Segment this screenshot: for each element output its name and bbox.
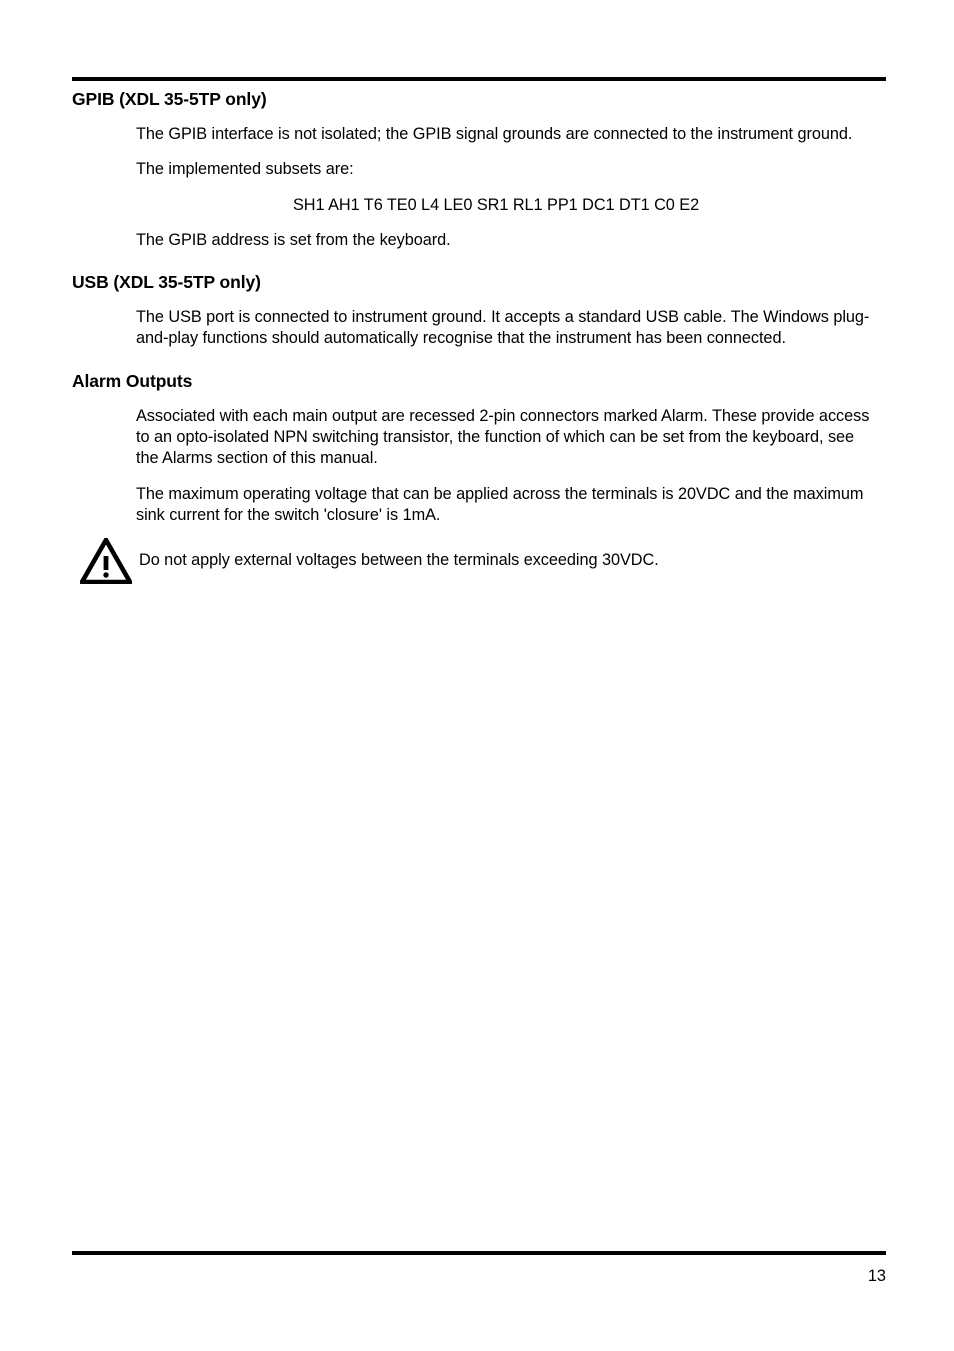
page-content: [0, 88, 954, 592]
paragraph-gpib-address: The GPIB address is set from the keyboard.: [136, 230, 451, 249]
spacer: [0, 110, 954, 124]
footer-rule: [72, 1251, 886, 1255]
paragraph-usb-description: The USB port is connected to instrument ground. It accepts a standard USB cable. The Windows plug-and-play functions should automatically recognise that the instrument has been connected.: [136, 308, 870, 348]
spacer: [0, 181, 954, 195]
spacer: [0, 216, 954, 230]
warning-text: Do not apply external voltages between the terminals exceeding 30VDC.: [139, 551, 659, 570]
spacer: [0, 350, 954, 370]
paragraph-gpib-isolation: The GPIB interface is not isolated; the GPIB signal grounds are connected to the instrument ground.: [136, 125, 853, 143]
gpib-subsets-list: SH1 AH1 T6 TE0 L4 LE0 SR1 RL1 PP1 DC1 DT1 C0 E2: [293, 195, 700, 214]
paragraph-alarm-connectors: Associated with each main output are recessed 2-pin connectors marked Alarm. These provide access to an opto-isolated NPN switching transistor, the function of which can be set from the keyboard, see the Alarms section of this manual.: [136, 406, 870, 468]
paragraph-gpib-subsets-intro: The implemented subsets are:: [136, 160, 354, 179]
spacer: [0, 392, 954, 406]
spacer: [0, 293, 954, 307]
warning-triangle-icon: [80, 538, 132, 584]
header-rule: [72, 77, 886, 81]
page-number: 13: [867, 1267, 886, 1285]
section-heading-gpib: GPIB (XDL 35-5TP only): [72, 89, 267, 109]
spacer: [0, 145, 954, 159]
paragraph-alarm-ratings: The maximum operating voltage that can be applied across the terminals is 20VDC and the maximum sink current for the switch 'closure' is 1mA.: [136, 484, 864, 524]
warning-notice: [0, 540, 954, 592]
spacer: [0, 251, 954, 271]
spacer: [0, 526, 954, 540]
spacer: [0, 470, 954, 484]
section-heading-usb: USB (XDL 35-5TP only): [72, 272, 261, 293]
section-heading-alarm-outputs: Alarm Outputs: [72, 370, 193, 391]
